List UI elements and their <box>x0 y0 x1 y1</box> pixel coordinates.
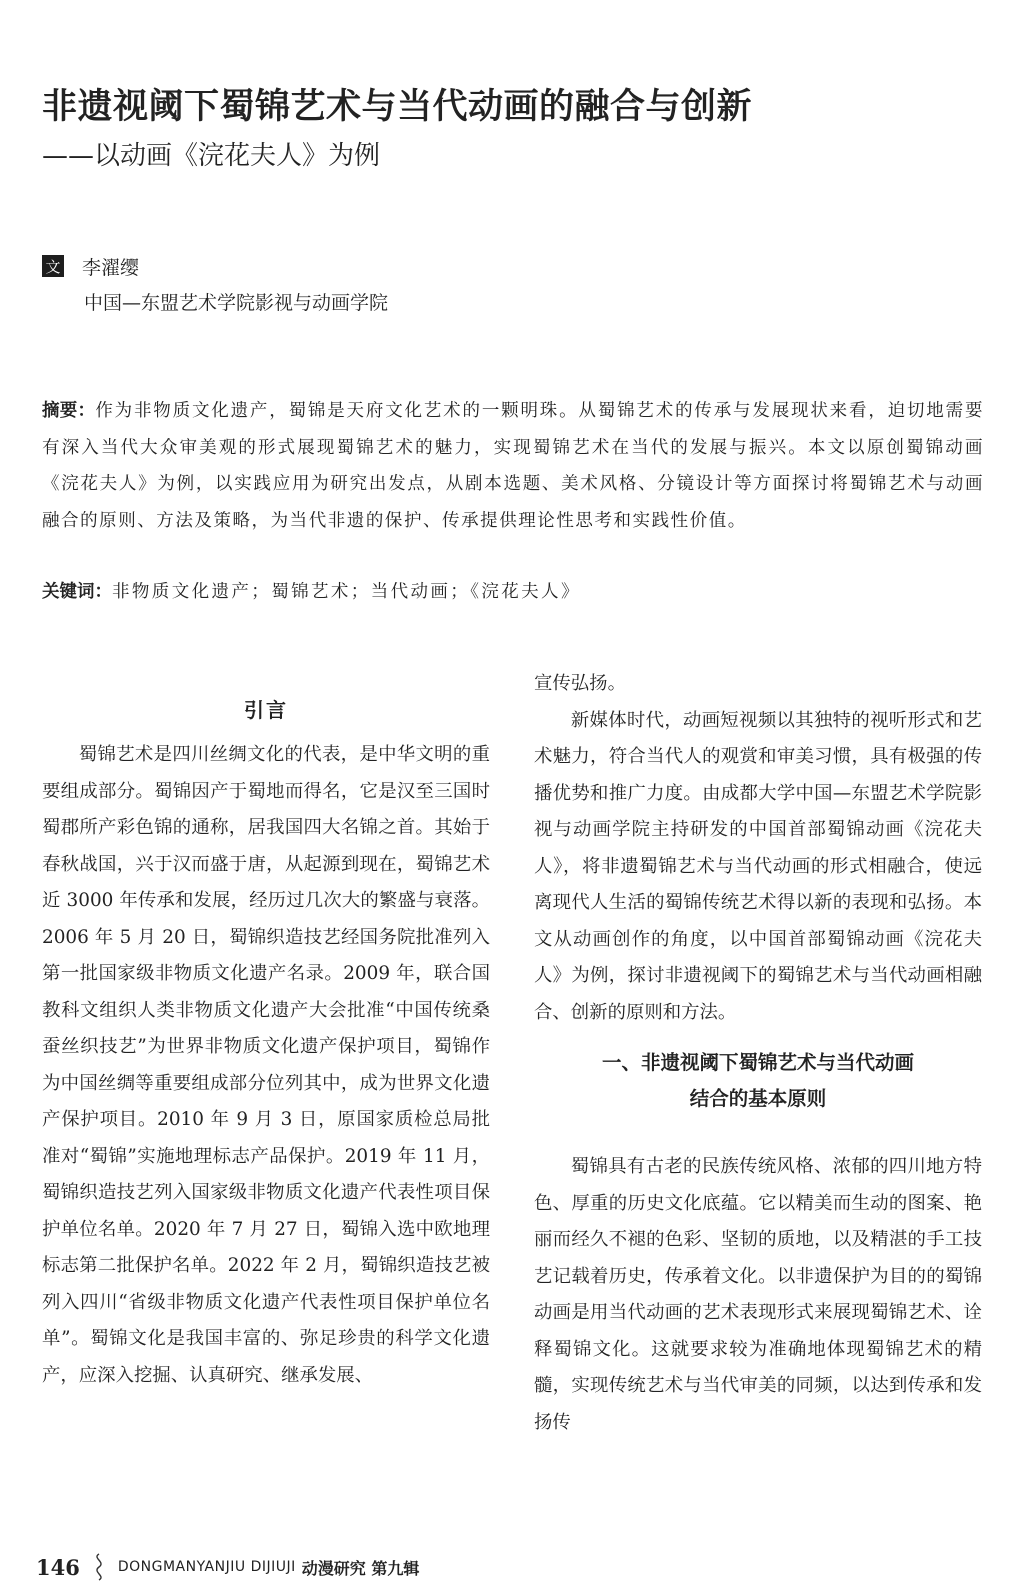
left-column <box>42 737 490 1394</box>
author-badge: 文 <box>42 255 64 277</box>
section-heading <box>534 1045 982 1117</box>
right-column <box>534 666 982 1441</box>
principle-paragraph: 蜀锦具有古老的民族传统风格、浓郁的四川地方特色、厚重的历史文化底蕴。它以精美而生动的图案、艳丽而经久不褪的色彩、坚韧的质地，以及精湛的手工技艺记载着历史，传承着文化。以非遗保护为目的的蜀锦动画是用当代动画的艺术表现形式来展现蜀锦艺术、诠释蜀锦文化。这就要求较为准确地体现蜀锦艺术的精髓，实现传统艺术与当代审美的同频，以达到传承和发扬传 <box>534 1156 982 1433</box>
author-name: 李濯缨 <box>82 256 140 279</box>
author-line <box>42 253 139 279</box>
intro-heading: 引言 <box>244 698 288 722</box>
abstract-text: 作为非物质文化遗产，蜀锦是天府文化艺术的一颗明珠。从蜀锦艺术的传承与发展现状来看，迫切地需要有深入当代大众审美观的形式展现蜀锦艺术的魅力，实现蜀锦艺术在当代的发展与振兴。本文以原创蜀锦动画《浣花夫人》为例，以实践应用为研究出发点，从剧本选题、美术风格、分镜设计等方面探讨将蜀锦艺术与动画融合的原则、方法及策略，为当代非遗的保护、传承提供理论性思考和实践性价值。 <box>42 401 985 531</box>
squiggle-ornament-icon <box>88 1552 110 1582</box>
article-title: 非遗视阈下蜀锦艺术与当代动画的融合与创新 <box>42 86 753 127</box>
abstract-label: 摘要： <box>42 401 96 421</box>
continued-text: 宣传弘扬。 <box>534 673 626 694</box>
page-footer <box>36 1552 419 1582</box>
keywords <box>42 576 984 608</box>
journal-name-latin: DONGMANYANJIU DIJIUJI <box>117 1559 296 1575</box>
author-affiliation: 中国—东盟艺术学院影视与动画学院 <box>84 292 389 314</box>
intro-paragraph: 蜀锦艺术是四川丝绸文化的代表，是中华文明的重要组成部分。蜀锦因产于蜀地而得名，它是汉至三国时蜀郡所产彩色锦的通称，居我国四大名锦之首。其始于春秋战国，兴于汉而盛于唐，从起源到现在，蜀锦艺术近 3000 年传承和发展，经历过几次大的繁盛与衰落。2006 年 5 月 20 日，蜀锦织造技艺经国务院批准列入第一批国家级非物质文化遗产名录。2009 年，联合国教科文组织人类非物质文化遗产大会批准“中国传统桑蚕丝织技艺”为世界非物质文化遗产保护项目，蜀锦作为中国丝绸等重要组成部分位列其中，成为世界文化遗产保护项目。2010 年 9 月 3 日，原国家质检总局批准对“蜀锦”实施地理标志产品保护。2019 年 11 月，蜀锦织造技艺列入国家级非物质文化遗产代表性项目保护单位名单。2020 年 7 月 27 日，蜀锦入选中欧地理标志第二批保护名单。2022 年 2 月，蜀锦织造技艺被列入四川“省级非物质文化遗产代表性项目保护单位名单”。蜀锦文化是我国丰富的、弥足珍贵的科学文化遗产，应深入挖掘、认真研究、继承发展、 <box>42 744 490 1386</box>
section-heading-line1: 一、非遗视阈下蜀锦艺术与当代动画 <box>601 1051 914 1074</box>
media-paragraph: 新媒体时代，动画短视频以其独特的视听形式和艺术魅力，符合当代人的观赏和审美习惯，具有极强的传播优势和推广力度。由成都大学中国—东盟艺术学院影视与动画学院主持研发的中国首部蜀锦动画《浣花夫人》，将非遗蜀锦艺术与当代动画的形式相融合，使远离现代人生活的蜀锦传统艺术得以新的表现和弘扬。本文从动画创作的角度，以中国首部蜀锦动画《浣花夫人》为例，探讨非遗视阈下的蜀锦艺术与当代动画相融合、创新的原则和方法。 <box>534 709 982 1023</box>
section-heading-line2: 结合的基本原则 <box>689 1087 827 1110</box>
page-number: 146 <box>36 1554 80 1580</box>
journal-name-chinese: 动漫研究 第九辑 <box>301 1558 420 1578</box>
article-subtitle: ——以动画《浣花夫人》为例 <box>42 141 381 171</box>
keywords-text: 非物质文化遗产；蜀锦艺术；当代动画；《浣花夫人》 <box>112 582 581 602</box>
abstract <box>42 393 984 539</box>
keywords-label: 关键词： <box>42 582 112 602</box>
